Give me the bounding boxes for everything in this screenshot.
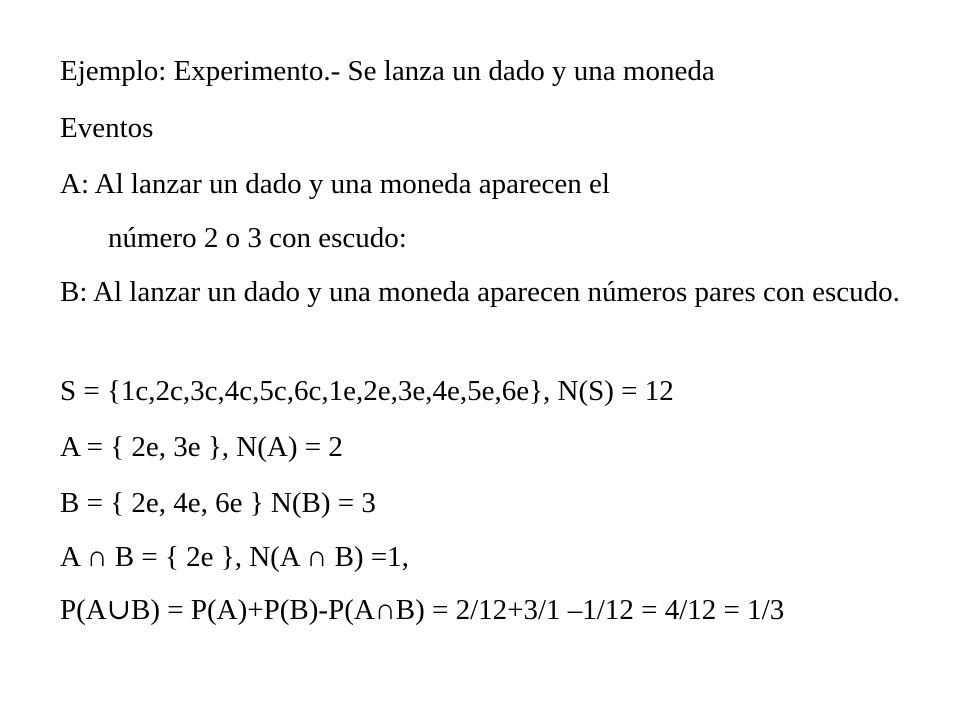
event-b-description: B: Al lanzar un dado y una moneda aparecen números pares con escudo. bbox=[60, 276, 900, 308]
set-b: B = { 2e, 4e, 6e } N(B) = 3 bbox=[60, 487, 376, 519]
probability-union: P(A∪B) = P(A)+P(B)-P(A∩B) = 2/12+3/1 –1/12 = 4/12 = 1/3 bbox=[60, 594, 785, 626]
event-a-description: A: Al lanzar un dado y una moneda aparecen el bbox=[60, 168, 610, 200]
sample-space: S = {1c,2c,3c,4c,5c,6c,1e,2e,3e,4e,5e,6e}, N(S) = 12 bbox=[60, 375, 674, 407]
intersection-a-b: A ∩ B = { 2e }, N(A ∩ B) =1, bbox=[60, 541, 409, 573]
set-a: A = { 2e, 3e }, N(A) = 2 bbox=[60, 431, 343, 463]
example-heading: Ejemplo: Experimento.- Se lanza un dado y una moneda bbox=[60, 55, 715, 87]
events-label: Eventos bbox=[60, 112, 154, 144]
event-a-description-continued: número 2 o 3 con escudo: bbox=[108, 222, 407, 254]
